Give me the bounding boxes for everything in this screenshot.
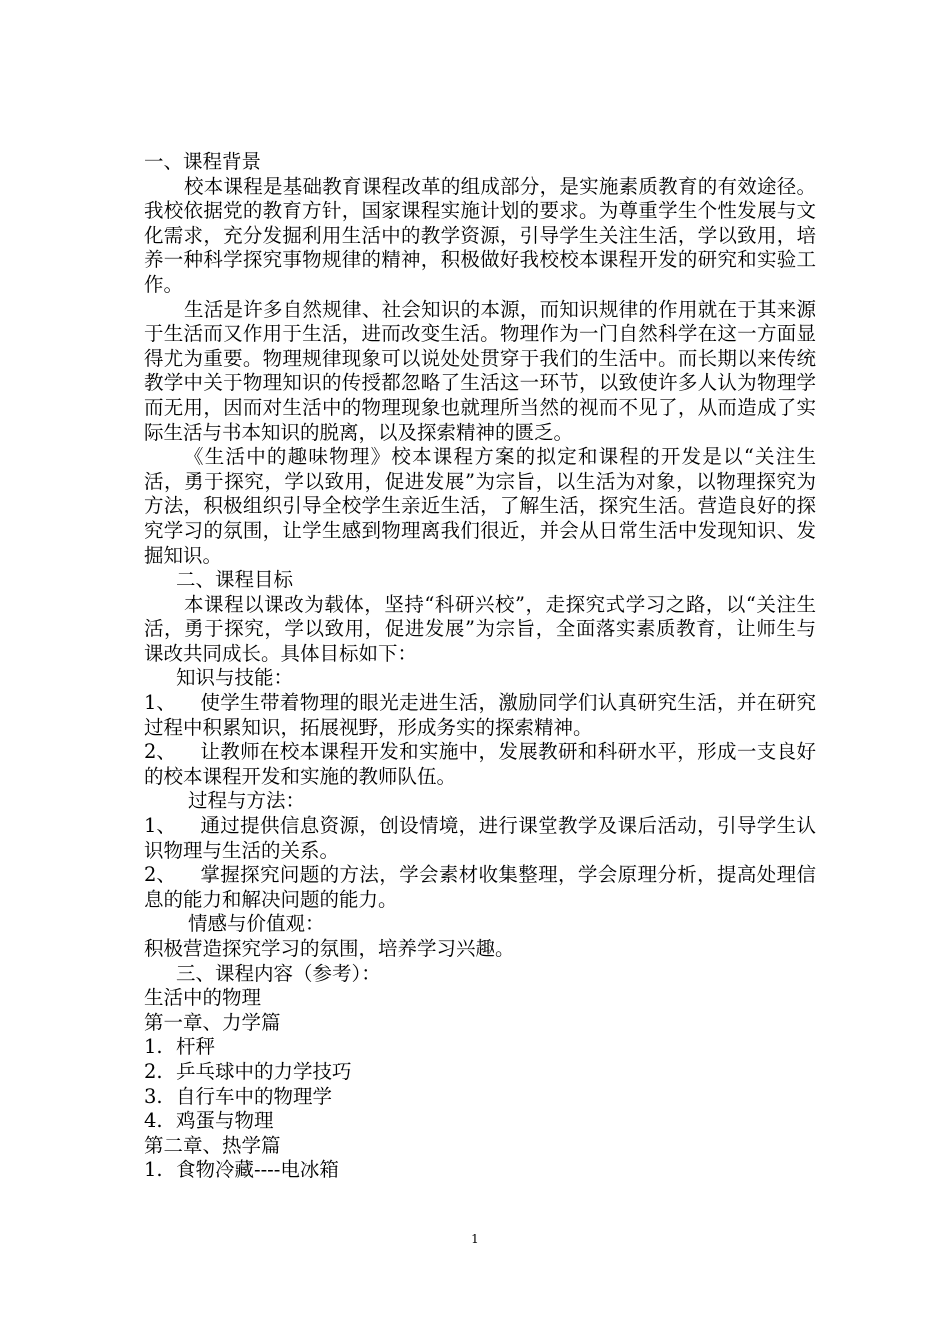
process-item-2	[144, 863, 816, 912]
chapter-2-item-1	[144, 1158, 816, 1183]
emotion-value-text: 积极营造探究学习的氛围，培养学习兴趣。	[144, 937, 515, 960]
list-number: 1、	[144, 691, 176, 715]
list-text: 自行车中的物理学	[176, 1084, 333, 1108]
chapter-1-item-2	[144, 1060, 816, 1085]
list-number: 1.	[144, 1158, 163, 1182]
section-heading-goals: 二、课程目标	[176, 568, 294, 592]
knowledge-item-2	[144, 740, 816, 789]
content-title: 生活中的物理	[144, 986, 262, 1010]
chapter-2-title: 第二章、热学篇	[144, 1133, 281, 1157]
list-number: 1、	[144, 814, 176, 838]
page-number: 1	[471, 1232, 479, 1246]
list-text: 乒乓球中的力学技巧	[176, 1059, 352, 1083]
list-number: 2、	[144, 863, 176, 887]
section-heading-background: 一、课程背景	[144, 150, 262, 173]
list-text: 掌握探究问题的方法，学会素材收集整理，学会原理分析，提高处理信息的能力和解决问题的能力。	[144, 863, 816, 911]
list-number: 2.	[144, 1059, 163, 1083]
knowledge-skills-label: 知识与技能：	[176, 666, 294, 690]
emotion-value-label: 情感与价值观：	[188, 912, 325, 936]
list-text: 通过提供信息资源，创设情境，进行课堂教学及课后活动，引导学生认识物理与生活的关系。	[144, 814, 816, 862]
document-body	[144, 150, 816, 1183]
chapter-1-item-3	[144, 1085, 816, 1110]
background-paragraph-1: 校本课程是基础教育课程改革的组成部分，是实施素质教育的有效途径。我校依据党的教育方针，国家课程实施计划的要求。为尊重学生个性发展与文化需求，充分发掘利用生活中的教学资源，引导学生关注生活，学以致用，培养一种科学探究事物规律的精神，积极做好我校校本课程开发的研究和实验工作。	[144, 174, 816, 296]
knowledge-item-1	[144, 691, 816, 740]
process-item-1	[144, 814, 816, 863]
chapter-1-item-1	[144, 1035, 816, 1060]
background-paragraph-3: 《生活中的趣味物理》校本课程方案的拟定和课程的开发是以“关注生活，勇于探究，学以致用，促进发展”为宗旨，以生活为对象，以物理探究为方法，积极组织引导全校学生亲近生活，了解生活，探究生活。营造良好的探究学习的氛围，让学生感到物理离我们很近，并会从日常生活中发现知识、发掘知识。	[144, 445, 816, 567]
list-text: 使学生带着物理的眼光走进生活，激励同学们认真研究生活，并在研究过程中积累知识，拓展视野，形成务实的探索精神。	[144, 691, 816, 739]
chapter-1-title: 第一章、力学篇	[144, 1010, 281, 1034]
list-number: 3.	[144, 1084, 163, 1108]
chapter-1-item-4	[144, 1109, 816, 1134]
goals-intro-paragraph: 本课程以课改为载体，坚持“科研兴校”，走探究式学习之路，以“关注生活，勇于探究，学以致用，促进发展”为宗旨，全面落实素质教育，让师生与课改共同成长。具体目标如下：	[144, 592, 816, 665]
list-number: 1.	[144, 1035, 163, 1059]
list-text: 鸡蛋与物理	[176, 1109, 274, 1133]
list-text: 食物冷藏----电冰箱	[176, 1158, 339, 1182]
background-paragraph-2: 生活是许多自然规律、社会知识的本源，而知识规律的作用就在于其来源于生活而又作用于生活，进而改变生活。物理作为一门自然科学在这一方面显得尤为重要。物理规律现象可以说处处贯穿于我们的生活中。而长期以来传统教学中关于物理知识的传授都忽略了生活这一环节，以致使许多人认为物理学而无用，因而对生活中的物理现象也就理所当然的视而不见了，从而造成了实际生活与书本知识的脱离，以及探索精神的匮乏。	[144, 297, 816, 444]
list-number: 2、	[144, 740, 176, 764]
list-text: 让教师在校本课程开发和实施中，发展教研和科研水平，形成一支良好的校本课程开发和实施的教师队伍。	[144, 740, 816, 788]
process-method-label: 过程与方法：	[188, 789, 306, 813]
list-text: 杆秤	[176, 1035, 216, 1059]
list-number: 4.	[144, 1109, 163, 1133]
section-heading-content: 三、课程内容（参考）：	[176, 961, 381, 985]
